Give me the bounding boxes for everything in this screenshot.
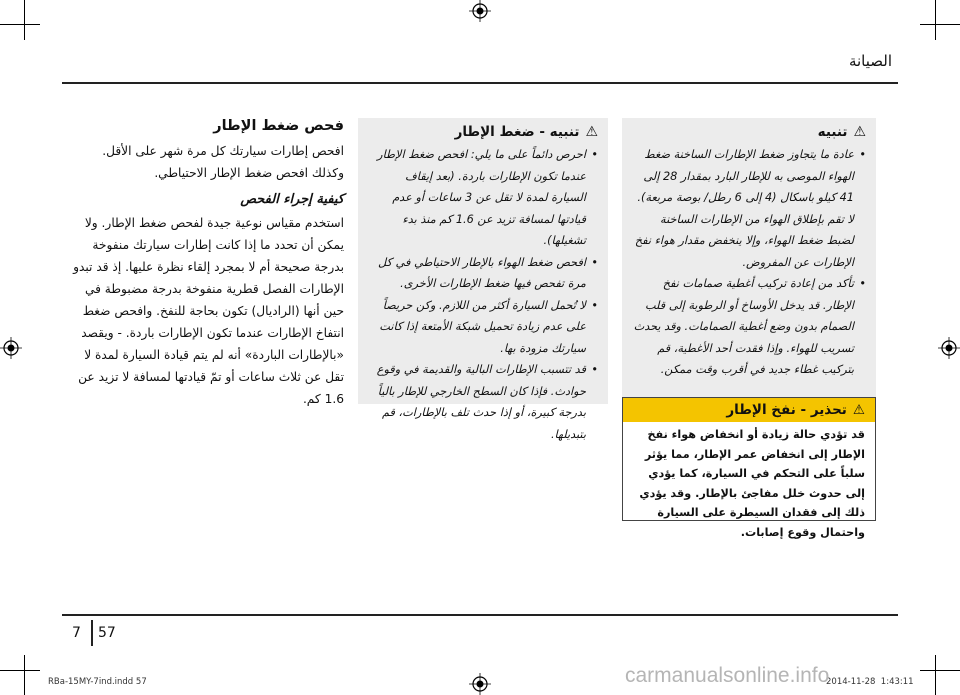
crop-mark bbox=[920, 670, 960, 671]
warning-header bbox=[623, 398, 875, 422]
notice-general bbox=[622, 118, 876, 402]
warning-tire-inflation bbox=[622, 397, 876, 539]
warning-title: تحذير - نفخ الإطار bbox=[726, 402, 847, 418]
slug-date: 2014-11-28 ￼ 1:43:11 bbox=[826, 677, 914, 687]
warning-triangle-icon: ⚠ bbox=[852, 402, 865, 418]
section-text bbox=[72, 118, 344, 410]
crop-mark bbox=[935, 0, 936, 40]
section-number: 7 bbox=[72, 625, 81, 641]
registration-mark-icon bbox=[469, 0, 491, 22]
warning-triangle-icon: ⚠ bbox=[585, 124, 598, 140]
warning-body: قد تؤدي حالة زيادة أو انخفاض هواء نفخ الإطار إلى انخفاض عمر الإطار، مما يؤثر سلباً على التحكم في السيارة، كما يؤدي إلى حدوث خلل مفاجئ بالإطار. وقد يؤدي ذلك إلى فقدان السيطرة على السيارة واحتمال وقوع إصابات. bbox=[639, 428, 865, 539]
list-item: • احرص دائماً على ما يلي: افحص ضغط الإطار عندما تكون الإطارات باردة. (بعد إيقاف السيارة لمدة لا تقل عن 3 ساعات أو عدم قيادتها لمسافة تزيد عن 1.6 كم منذ بدء تشغيلها). bbox=[368, 144, 598, 252]
list-item: • لا تُحمل السيارة أكثر من اللازم. وكن حريصاً على عدم زيادة تحميل شبكة الأمتعة إذا كانت سيارتك مزودة بها. bbox=[368, 295, 598, 360]
slug-filename: RBa-15MY-7ind.indd 57 bbox=[48, 677, 147, 687]
section-subtitle: كيفية إجراء الفحص bbox=[240, 192, 344, 207]
notice-list bbox=[622, 144, 876, 385]
registration-mark-icon bbox=[469, 673, 491, 695]
footer-rule bbox=[62, 614, 898, 616]
section-intro: افحص إطارات سيارتك كل مرة شهر على الأقل. وكذلك افحص ضغط الإطار الاحتياطي. bbox=[102, 144, 344, 180]
list-item: • عادة ما يتجاوز ضغط الإطارات الساخنة ضغط الهواء الموصى به للإطار البارد بمقدار 28 إلى 41 كيلو باسكال (4 إلى 6 رطل/ بوصة مربعة). لا تقم بإطلاق الهواء من الإطارات الساخنة لضبط ضغط الهواء، وإلا ينخفض مقدار هواء نفخ الإطارات عن المفروض. bbox=[632, 144, 866, 273]
crop-mark bbox=[0, 24, 40, 25]
crop-mark bbox=[935, 655, 936, 695]
section-body: استخدم مقياس نوعية جيدة لفحص ضغط الإطار. ولا يمكن أن تحدد ما إذا كانت إطارات سيارتك منفوخة بدرجة صحيحة أم لا بمجرد إلقاء نظرة عليها. إذ قد تبدو الإطارات الفصل قطرية منفوخة بدرجة مضبوطة في حين أنها (الراديال) تكون بحاجة للنفخ. وافحص ضغط انتفاخ الإطارات عندما تكون الإطارات باردة. - ويقصد «بالإطارات الباردة» أنه لم يتم قيادة السيارة لمدة لا تقل عن ثلاث ساعات أو تمّ قيادتها لمسافة لا تزيد عن 1.6 كم. bbox=[73, 216, 344, 406]
page-number: 57 bbox=[98, 625, 116, 641]
notice-list bbox=[358, 144, 608, 449]
crop-mark bbox=[24, 655, 25, 695]
section-title: فحص ضغط الإطار bbox=[213, 118, 344, 134]
header-rule bbox=[62, 82, 898, 84]
registration-mark-icon bbox=[0, 337, 22, 359]
list-item: • قد تتسبب الإطارات البالية والقديمة في وقوع حوادث. فإذا كان السطح الخارجي للإطار بالياً بدرجة كبيرة، أو إذا حدث تلف بالإطارات، قم بتبديلها. bbox=[368, 359, 598, 445]
crop-mark bbox=[920, 24, 960, 25]
watermark: carmanualsonline.info bbox=[625, 664, 830, 687]
crop-mark bbox=[0, 670, 40, 671]
notice-header bbox=[622, 118, 876, 144]
notice-title: تنبيه bbox=[817, 124, 848, 140]
warning-triangle-icon: ⚠ bbox=[853, 124, 866, 140]
list-item: • تأكد من إعادة تركيب أغطية صمامات نفخ الإطار. قد يدخل الأوساخ أو الرطوبة إلى قلب الصمام بدون وضع أغطية الصمامات. وقد يحدث تسريب للهواء. وإذا فقدت أحد الأغطية، قم بتركيب غطاء جديد في أقرب وقت ممكن. bbox=[632, 273, 866, 381]
notice-header bbox=[358, 118, 608, 144]
page-number-divider bbox=[91, 620, 93, 646]
list-item: • افحص ضغط الهواء بالإطار الاحتياطي في كل مرة تفحص فيها ضغط الإطارات الأخرى. bbox=[368, 252, 598, 295]
notice-title: تنبيه - ضغط الإطار bbox=[454, 124, 580, 140]
crop-mark bbox=[24, 0, 25, 40]
chapter-title: الصيانة bbox=[848, 52, 892, 70]
registration-mark-icon bbox=[938, 337, 960, 359]
notice-tire-pressure bbox=[358, 118, 608, 441]
